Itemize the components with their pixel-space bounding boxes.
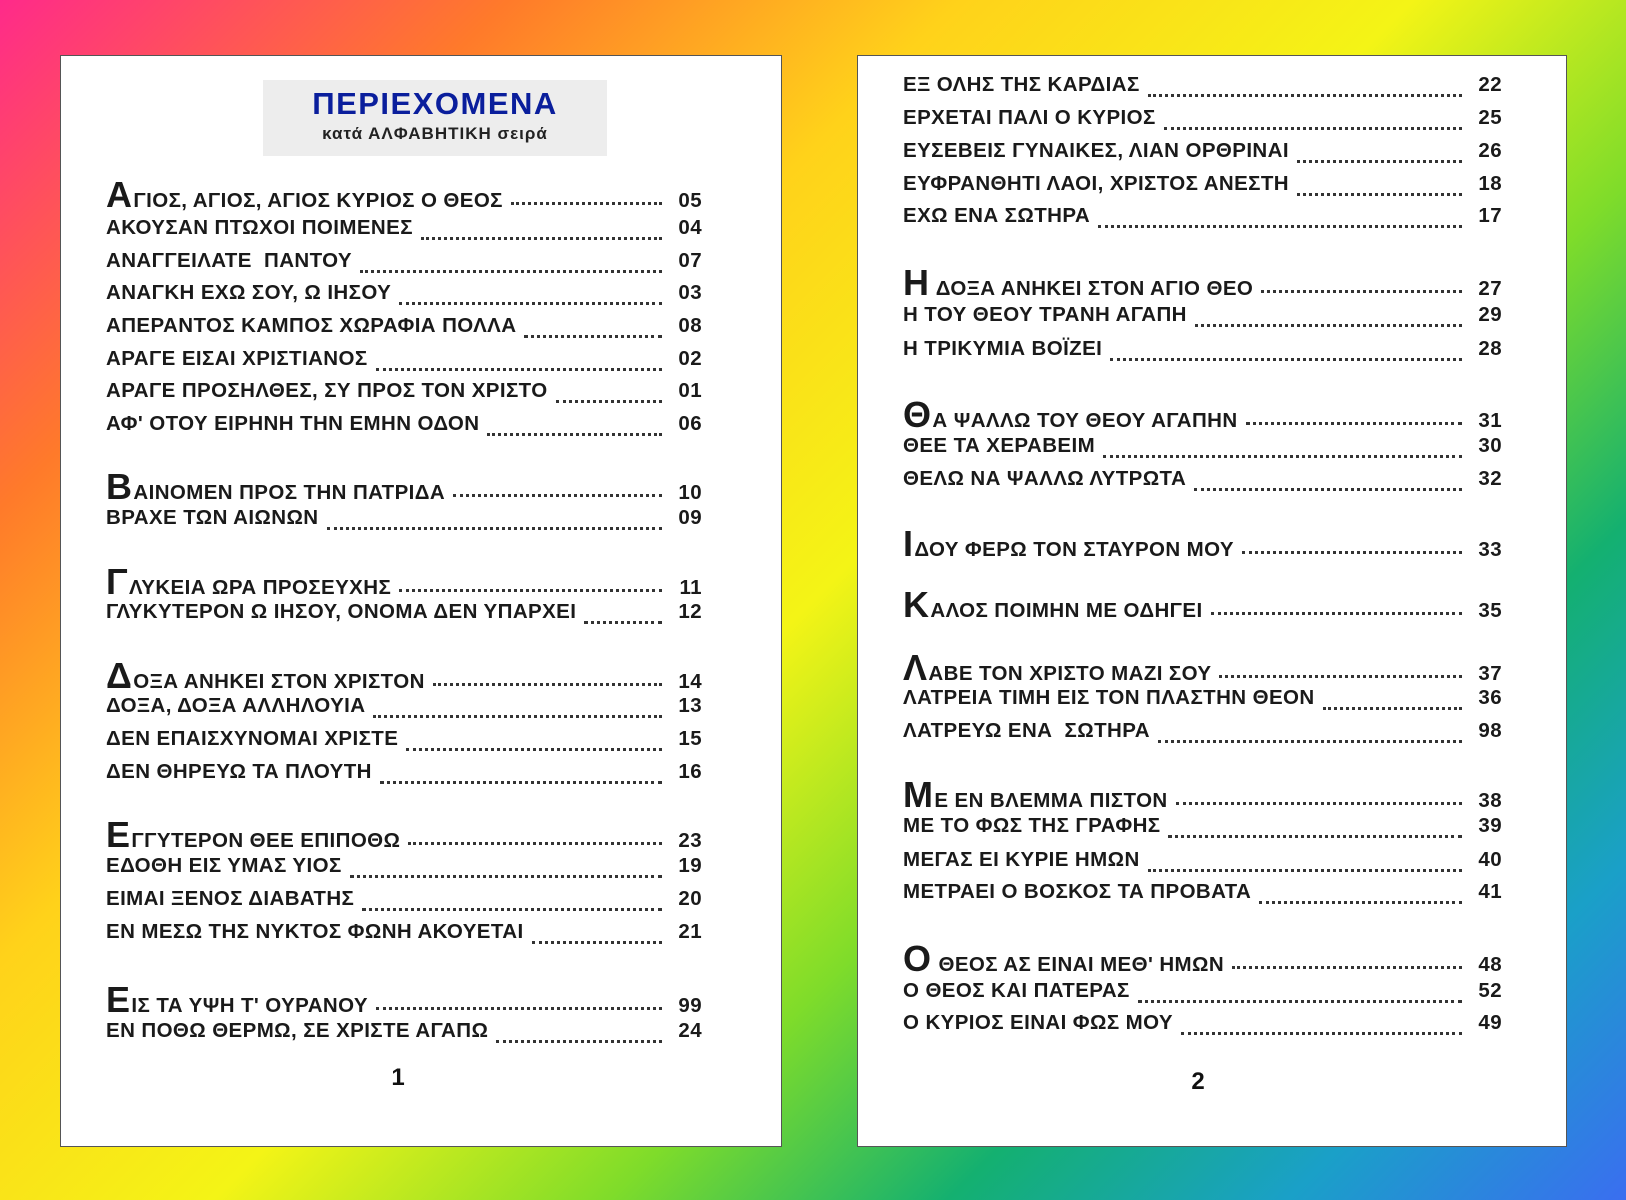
dot-leader bbox=[524, 335, 662, 338]
toc-entry-title bbox=[106, 347, 368, 371]
toc-entry-text: ΑΠΕΡΑΝΤΟΣ ΚΑΜΠΟΣ ΧΩΡΑΦΙΑ ΠΟΛΛΑ bbox=[106, 314, 517, 337]
toc-entry-text: ΟΞΑ ΑΝΗΚΕΙ ΣΤΟΝ ΧΡΙΣΤΟΝ bbox=[133, 670, 425, 693]
dot-leader bbox=[399, 589, 662, 592]
toc-page-number: 23 bbox=[678, 829, 702, 852]
toc-entry-title bbox=[903, 774, 1168, 815]
toc-entry-text: ΓΛΥΚΥΤΕΡΟΝ Ω ΙΗΣΟΥ, ΟΝΟΜΑ ΔΕΝ ΥΠΑΡΧΕΙ bbox=[106, 600, 577, 623]
drop-initial: Η bbox=[903, 262, 930, 303]
dot-leader bbox=[1148, 94, 1462, 97]
toc-entry-title bbox=[106, 694, 365, 718]
toc-entry-text: ΑΚΟΥΣΑΝ ΠΤΩΧΟΙ ΠΟΙΜΕΝΕΣ bbox=[106, 216, 413, 239]
dot-leader bbox=[532, 941, 662, 944]
toc-entry bbox=[106, 887, 702, 917]
toc-entry bbox=[903, 172, 1502, 202]
drop-initial: Ε bbox=[106, 814, 131, 855]
toc-page-number: 06 bbox=[678, 412, 702, 435]
toc-entry-text: ΜΕΤΡΑΕΙ Ο ΒΟΣΚΟΣ ΤΑ ΠΡΟΒΑΤΑ bbox=[903, 880, 1252, 903]
toc-entry bbox=[903, 848, 1502, 878]
toc-entry-text: Η ΤΡΙΚΥΜΙΑ ΒΟΪΖΕΙ bbox=[903, 337, 1103, 360]
toc-entry-title bbox=[106, 506, 319, 530]
dot-leader bbox=[1098, 225, 1462, 228]
toc-entry-text: ΑΛΟΣ ΠΟΙΜΗΝ ΜΕ ΟΔΗΓΕΙ bbox=[930, 599, 1203, 622]
toc-entry-text: ΛΥΚΕΙΑ ΩΡΑ ΠΡΟΣΕΥΧΗΣ bbox=[129, 576, 392, 599]
dot-leader bbox=[421, 237, 662, 240]
right-page bbox=[857, 55, 1567, 1147]
toc-page-number: 10 bbox=[678, 481, 702, 504]
drop-initial: Μ bbox=[903, 774, 934, 815]
toc-entry-title bbox=[106, 727, 398, 751]
toc-entry-title bbox=[106, 655, 425, 696]
toc-entry bbox=[106, 412, 702, 442]
toc-entry bbox=[903, 584, 1502, 625]
dot-leader bbox=[1194, 488, 1462, 491]
toc-page-number: 52 bbox=[1478, 979, 1502, 1002]
toc-entry bbox=[106, 281, 702, 311]
toc-entry bbox=[903, 73, 1502, 103]
drop-initial: Δ bbox=[106, 655, 133, 696]
toc-entry-text: ΔΟΥ ΦΕΡΩ ΤΟΝ ΣΤΑΥΡΟΝ ΜΟΥ bbox=[914, 538, 1234, 561]
toc-entry-title bbox=[903, 1011, 1173, 1035]
toc-entry-title bbox=[903, 204, 1090, 228]
toc-entry-title bbox=[903, 938, 1225, 979]
toc-entry bbox=[106, 814, 702, 855]
toc-entry-text: ΕΞ ΟΛΗΣ ΤΗΣ ΚΑΡΔΙΑΣ bbox=[903, 73, 1140, 96]
toc-entry-text: ΙΣ ΤΑ ΥΨΗ Τ' ΟΥΡΑΝΟΥ bbox=[131, 994, 368, 1017]
dot-leader bbox=[1219, 675, 1462, 678]
toc-entry-title bbox=[903, 434, 1095, 458]
toc-page-number: 27 bbox=[1478, 277, 1502, 300]
left-page bbox=[60, 55, 782, 1147]
toc-page-number: 04 bbox=[678, 216, 702, 239]
toc-entry bbox=[106, 249, 702, 279]
toc-entry bbox=[106, 379, 702, 409]
toc-entry bbox=[903, 686, 1502, 716]
dot-leader bbox=[453, 494, 662, 497]
toc-entry-title bbox=[106, 466, 446, 507]
dot-leader bbox=[1110, 358, 1462, 361]
dot-leader bbox=[1148, 869, 1462, 872]
toc-page-number: 11 bbox=[679, 576, 702, 599]
dot-leader bbox=[556, 400, 662, 403]
toc-entry-title bbox=[903, 467, 1186, 491]
title-box bbox=[263, 80, 607, 156]
toc-page-number: 40 bbox=[1478, 848, 1502, 871]
dot-leader bbox=[406, 748, 662, 751]
toc-entry-title bbox=[106, 920, 524, 944]
toc-page-number: 48 bbox=[1478, 953, 1502, 976]
toc-entry bbox=[903, 106, 1502, 136]
toc-page-number: 41 bbox=[1478, 880, 1502, 903]
drop-initial: Ι bbox=[903, 523, 914, 564]
toc-entry bbox=[106, 727, 702, 757]
dot-leader bbox=[1323, 707, 1462, 710]
toc-page-number: 12 bbox=[678, 600, 702, 623]
dot-leader bbox=[1297, 193, 1462, 196]
toc-entry bbox=[106, 655, 702, 696]
dot-leader bbox=[1246, 422, 1462, 425]
toc-entry-title bbox=[106, 760, 372, 784]
dot-leader bbox=[433, 683, 662, 686]
toc-entry bbox=[106, 561, 702, 602]
drop-initial: Ο bbox=[903, 938, 932, 979]
dot-leader bbox=[1259, 901, 1462, 904]
dot-leader bbox=[584, 621, 662, 624]
toc-entry-text: ΕΝ ΜΕΣΩ ΤΗΣ ΝΥΚΤΟΣ ΦΩΝΗ ΑΚΟΥΕΤΑΙ bbox=[106, 920, 524, 943]
dot-leader bbox=[376, 1007, 662, 1010]
toc-entry-text: ΜΕ ΤΟ ΦΩΣ ΤΗΣ ΓΡΑΦΗΣ bbox=[903, 814, 1161, 837]
dot-leader bbox=[1211, 612, 1462, 615]
toc-entry-text: ΜΕΓΑΣ ΕΙ ΚΥΡΙΕ ΗΜΩΝ bbox=[903, 848, 1140, 871]
toc-page-number: 29 bbox=[1478, 303, 1502, 326]
drop-initial: Θ bbox=[903, 394, 932, 435]
toc-page-number: 21 bbox=[678, 920, 702, 943]
toc-entry-text: Ο ΘΕΟΣ ΚΑΙ ΠΑΤΕΡΑΣ bbox=[903, 979, 1130, 1002]
toc-entry-title bbox=[106, 1019, 488, 1043]
toc-page-number: 02 bbox=[678, 347, 702, 370]
dot-leader bbox=[1242, 551, 1462, 554]
toc-page-number: 03 bbox=[678, 281, 702, 304]
toc-entry bbox=[903, 774, 1502, 815]
dot-leader bbox=[511, 202, 662, 205]
drop-initial: Γ bbox=[106, 561, 129, 602]
toc-entry-title bbox=[106, 216, 413, 240]
toc-page-number: 07 bbox=[678, 249, 702, 272]
toc-entry-title bbox=[903, 719, 1150, 743]
toc-page-number: 08 bbox=[678, 314, 702, 337]
toc-entry-text: ΕΧΩ ΕΝΑ ΣΩΤΗΡΑ bbox=[903, 204, 1091, 227]
toc-entry-title bbox=[903, 880, 1251, 904]
toc-entry-text: Ο ΚΥΡΙΟΣ ΕΙΝΑΙ ΦΩΣ ΜΟΥ bbox=[903, 1011, 1173, 1034]
toc-page-number: 18 bbox=[1478, 172, 1502, 195]
toc-page-number: 15 bbox=[678, 727, 702, 750]
dot-leader bbox=[496, 1040, 662, 1043]
toc-entry bbox=[903, 303, 1502, 333]
toc-entry-title bbox=[903, 262, 1254, 303]
toc-entry-text: ΔΟΞΑ ΑΝΗΚΕΙ ΣΤΟΝ ΑΓΙΟ ΘΕΟ bbox=[930, 277, 1254, 300]
toc-entry-title bbox=[106, 379, 548, 403]
dot-leader bbox=[1103, 455, 1462, 458]
toc-entry-title bbox=[903, 686, 1315, 710]
toc-entry-text: ΑΡΑΓΕ ΕΙΣΑΙ ΧΡΙΣΤΙΑΝΟΣ bbox=[106, 347, 368, 370]
toc-entry-title bbox=[106, 314, 516, 338]
drop-initial: Λ bbox=[903, 647, 928, 688]
dot-leader bbox=[350, 875, 662, 878]
toc-entry-title bbox=[903, 584, 1203, 625]
toc-page-number: 36 bbox=[1478, 686, 1502, 709]
toc-entry bbox=[903, 262, 1502, 303]
toc-entry-text: ΕΥΣΕΒΕΙΣ ΓΥΝΑΙΚΕΣ, ΛΙΑΝ ΟΡΘΡΙΝΑΙ bbox=[903, 139, 1289, 162]
toc-entry-text: Ε ΕΝ ΒΛΕΜΜΑ ΠΙΣΤΟΝ bbox=[934, 789, 1168, 812]
toc-entry-title bbox=[106, 249, 352, 273]
toc-entry-title bbox=[903, 523, 1234, 564]
toc-entry bbox=[903, 719, 1502, 749]
toc-entry-title bbox=[106, 814, 401, 855]
toc-entry-text: Α ΨΑΛΛΩ ΤΟΥ ΘΕΟΥ ΑΓΑΠΗΝ bbox=[932, 409, 1238, 432]
toc-page-number: 28 bbox=[1478, 337, 1502, 360]
drop-initial: Κ bbox=[903, 584, 930, 625]
toc-entry bbox=[106, 600, 702, 630]
toc-entry-title bbox=[903, 394, 1238, 435]
toc-page-number: 99 bbox=[678, 994, 702, 1017]
toc-entry bbox=[106, 174, 702, 215]
toc-entry-title bbox=[106, 979, 368, 1020]
page-number: 2 bbox=[1191, 1068, 1205, 1095]
toc-entry bbox=[903, 434, 1502, 464]
toc-page-number: 33 bbox=[1478, 538, 1502, 561]
toc-page-number: 30 bbox=[1478, 434, 1502, 457]
toc-page-number: 24 bbox=[678, 1019, 702, 1042]
page-number: 1 bbox=[391, 1064, 405, 1091]
toc-page-number: 49 bbox=[1478, 1011, 1502, 1034]
drop-initial: Α bbox=[106, 174, 133, 215]
toc-entry-title bbox=[903, 73, 1140, 97]
toc-entry bbox=[903, 139, 1502, 169]
toc-page-number: 38 bbox=[1478, 789, 1502, 812]
toc-entry-text: ΑΙΝΟΜΕΝ ΠΡΟΣ ΤΗΝ ΠΑΤΡΙΔΑ bbox=[133, 481, 446, 504]
dot-leader bbox=[376, 368, 662, 371]
toc-entry-title bbox=[106, 412, 479, 436]
toc-entry-text: ΘΕΛΩ ΝΑ ΨΑΛΛΩ ΛΥΤΡΩΤΑ bbox=[903, 467, 1187, 490]
toc-page-number: 39 bbox=[1478, 814, 1502, 837]
toc-entry-text: ΕΔΟΘΗ ΕΙΣ ΥΜΑΣ ΥΙΟΣ bbox=[106, 854, 342, 877]
toc-entry-text: ΔΕΝ ΘΗΡΕΥΩ ΤΑ ΠΛΟΥΤΗ bbox=[106, 760, 372, 783]
toc-entry-text: ΕΙΜΑΙ ΞΕΝΟΣ ΔΙΑΒΑΤΗΣ bbox=[106, 887, 355, 910]
dot-leader bbox=[1232, 966, 1462, 969]
toc-page-number: 17 bbox=[1478, 204, 1502, 227]
toc-entry-text: ΑΝΑΓΚΗ ΕΧΩ ΣΟΥ, Ω ΙΗΣΟΥ bbox=[106, 281, 392, 304]
toc-page-number: 20 bbox=[678, 887, 702, 910]
toc-entry-text: ΛΑΤΡΕΙΑ ΤΙΜΗ ΕΙΣ ΤΟΝ ΠΛΑΣΤΗΝ ΘΕΟΝ bbox=[903, 686, 1315, 709]
drop-initial: Β bbox=[106, 466, 133, 507]
dot-leader bbox=[1195, 324, 1462, 327]
dot-leader bbox=[380, 781, 662, 784]
toc-entry bbox=[106, 1019, 702, 1049]
toc-page-number: 13 bbox=[678, 694, 702, 717]
toc-page-number: 01 bbox=[678, 379, 702, 402]
toc-entry bbox=[903, 523, 1502, 564]
toc-entry-title bbox=[106, 174, 503, 215]
page-subtitle: κατά ΑΛΦΑΒΗΤΙΚΗ σειρά bbox=[322, 124, 548, 143]
toc-entry-text: ΛΑΤΡΕΥΩ ΕΝΑ ΣΩΤΗΡΑ bbox=[903, 719, 1150, 742]
toc-entry bbox=[903, 979, 1502, 1009]
toc-entry bbox=[106, 466, 702, 507]
dot-leader bbox=[1138, 1000, 1462, 1003]
toc-entry-text: ΔΕΝ ΕΠΑΙΣΧΥΝΟΜΑΙ ΧΡΙΣΤΕ bbox=[106, 727, 399, 750]
toc-entry-title bbox=[106, 281, 391, 305]
toc-entry-text: ΑΡΑΓΕ ΠΡΟΣΗΛΘΕΣ, ΣΥ ΠΡΟΣ ΤΟΝ ΧΡΙΣΤΟ bbox=[106, 379, 548, 402]
toc-page-number: 26 bbox=[1478, 139, 1502, 162]
toc-entry-text: ΕΝ ΠΟΘΩ ΘΕΡΜΩ, ΣΕ ΧΡΙΣΤΕ ΑΓΑΠΩ bbox=[106, 1019, 489, 1042]
dot-leader bbox=[1176, 802, 1462, 805]
toc-page-number: 25 bbox=[1478, 106, 1502, 129]
toc-entry-text: ΑΝΑΓΓΕΙΛΑΤΕ ΠΑΝΤΟΥ bbox=[106, 249, 353, 272]
toc-page-number: 35 bbox=[1478, 599, 1502, 622]
toc-entry bbox=[106, 506, 702, 536]
dot-leader bbox=[1181, 1032, 1462, 1035]
toc-entry-text: Η ΤΟΥ ΘΕΟΥ ΤΡΑΝΗ ΑΓΑΠΗ bbox=[903, 303, 1187, 326]
toc-entry-title bbox=[903, 337, 1102, 361]
toc-entry-text: ΕΡΧΕΤΑΙ ΠΑΛΙ Ο ΚΥΡΙΟΣ bbox=[903, 106, 1156, 129]
dot-leader bbox=[487, 433, 662, 436]
toc-entry-text: ΕΥΦΡΑΝΘΗΤΙ ΛΑΟΙ, ΧΡΙΣΤΟΣ ΑΝΕΣΤΗ bbox=[903, 172, 1290, 195]
dot-leader bbox=[1297, 160, 1462, 163]
toc-page-number: 37 bbox=[1478, 662, 1502, 685]
toc-entry bbox=[903, 1011, 1502, 1041]
toc-page-number: 22 bbox=[1478, 73, 1502, 96]
toc-page-number: 31 bbox=[1478, 409, 1502, 432]
toc-entry bbox=[903, 814, 1502, 844]
toc-entry-title bbox=[106, 854, 342, 878]
toc-entry bbox=[106, 216, 702, 246]
toc-entry-title bbox=[903, 848, 1140, 872]
toc-entry-title bbox=[106, 600, 576, 624]
dot-leader bbox=[1158, 740, 1462, 743]
dot-leader bbox=[1261, 290, 1462, 293]
toc-entry-title bbox=[106, 561, 392, 602]
toc-page-number: 32 bbox=[1478, 467, 1502, 490]
toc-entry bbox=[106, 694, 702, 724]
toc-entry bbox=[903, 938, 1502, 979]
toc-entry-text: ΑΒΕ ΤΟΝ ΧΡΙΣΤΟ ΜΑΖΙ ΣΟΥ bbox=[928, 662, 1212, 685]
toc-entry-text: ΓΙΟΣ, ΑΓΙΟΣ, ΑΓΙΟΣ ΚΥΡΙΟΣ Ο ΘΕΟΣ bbox=[133, 189, 503, 212]
toc-entry-text: ΘΕΟΣ ΑΣ ΕΙΝΑΙ ΜΕΘ' ΗΜΩΝ bbox=[932, 953, 1225, 976]
toc-entry bbox=[106, 760, 702, 790]
toc-entry-title bbox=[903, 647, 1212, 688]
toc-entry bbox=[106, 314, 702, 344]
toc-entry-text: ΔΟΞΑ, ΔΟΞΑ ΑΛΛΗΛΟΥΙΑ bbox=[106, 694, 366, 717]
toc-entry bbox=[106, 347, 702, 377]
toc-entry-title bbox=[903, 139, 1289, 163]
toc-entry bbox=[903, 204, 1502, 234]
toc-entry-text: ΒΡΑΧΕ ΤΩΝ ΑΙΩΝΩΝ bbox=[106, 506, 319, 529]
dot-leader bbox=[360, 270, 662, 273]
drop-initial: Ε bbox=[106, 979, 131, 1020]
dot-leader bbox=[399, 302, 662, 305]
toc-entry-title bbox=[903, 303, 1187, 327]
toc-page-number: 98 bbox=[1478, 719, 1502, 742]
toc-entry-title bbox=[106, 887, 354, 911]
toc-entry bbox=[903, 880, 1502, 910]
toc-entry bbox=[903, 467, 1502, 497]
toc-entry-title bbox=[903, 106, 1156, 130]
toc-page-number: 05 bbox=[678, 189, 702, 212]
toc-page-number: 14 bbox=[678, 670, 702, 693]
toc-entry-text: ΘΕΕ ΤΑ ΧΕΡΑΒΕΙΜ bbox=[903, 434, 1096, 457]
toc-entry bbox=[903, 337, 1502, 367]
dot-leader bbox=[327, 527, 662, 530]
dot-leader bbox=[408, 842, 662, 845]
toc-entry bbox=[106, 979, 702, 1020]
toc-entry-title bbox=[903, 979, 1130, 1003]
toc-page-number: 16 bbox=[678, 760, 702, 783]
toc-entry-text: ΑΦ' ΟΤΟΥ ΕΙΡΗΝΗ ΤΗΝ ΕΜΗΝ ΟΔΟΝ bbox=[106, 412, 480, 435]
dot-leader bbox=[373, 715, 662, 718]
dot-leader bbox=[1164, 127, 1462, 130]
toc-entry bbox=[903, 647, 1502, 688]
toc-entry-title bbox=[903, 172, 1289, 196]
toc-entry-title bbox=[903, 814, 1160, 838]
toc-entry bbox=[106, 854, 702, 884]
toc-entry bbox=[903, 394, 1502, 435]
page-title: ΠΕΡΙΕΧΟΜΕΝΑ bbox=[312, 86, 558, 121]
toc-entry-text: ΓΓΥΤΕΡΟΝ ΘΕΕ ΕΠΙΠΟΘΩ bbox=[131, 829, 401, 852]
dot-leader bbox=[362, 908, 662, 911]
dot-leader bbox=[1168, 835, 1462, 838]
toc-entry bbox=[106, 920, 702, 950]
toc-page-number: 09 bbox=[678, 506, 702, 529]
toc-page-number: 19 bbox=[678, 854, 702, 877]
